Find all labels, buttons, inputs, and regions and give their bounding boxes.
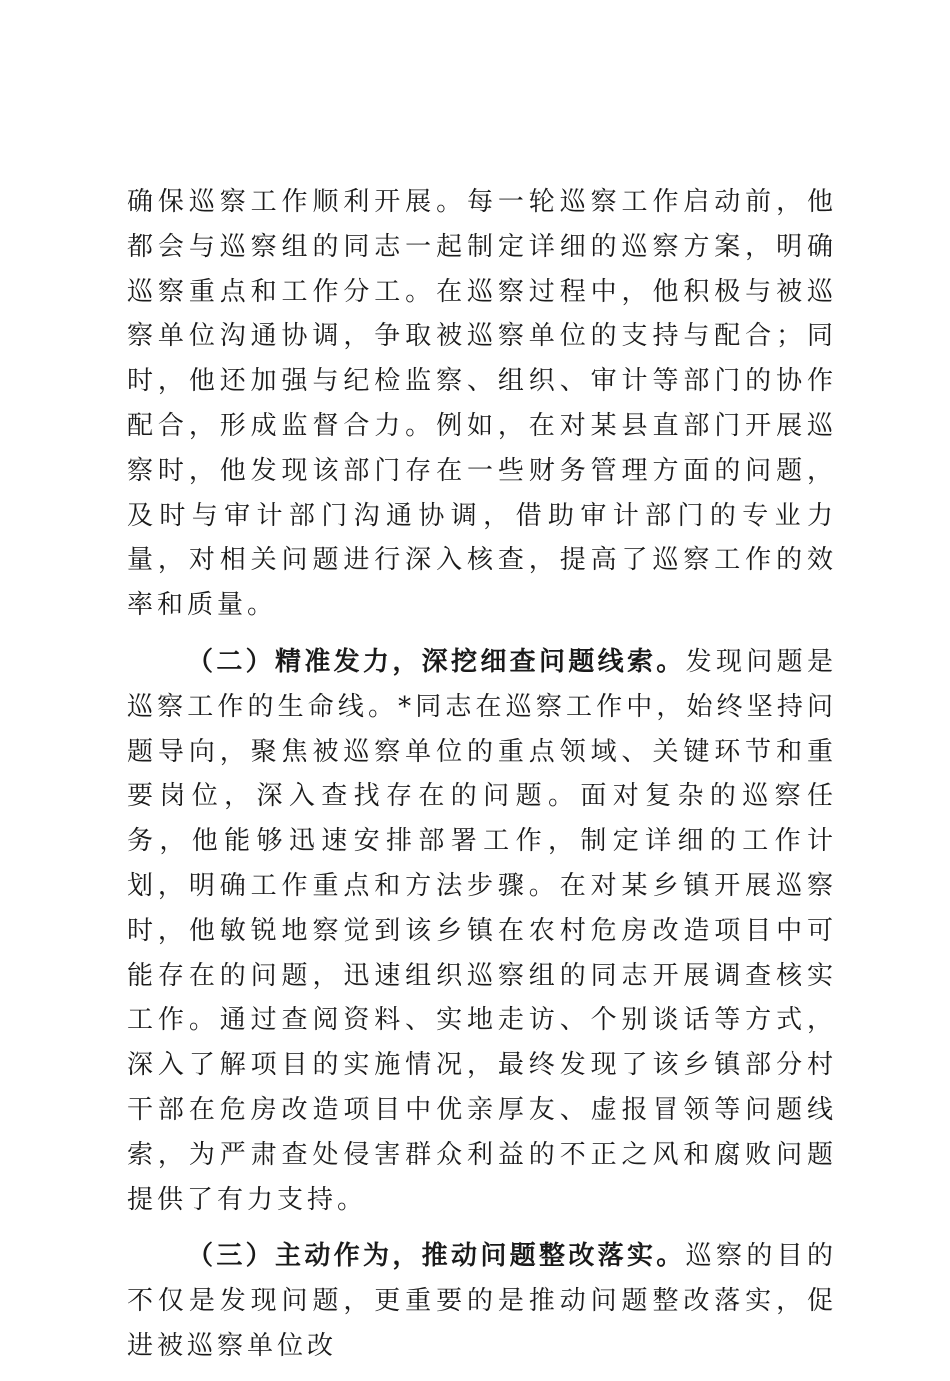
paragraph-continuation [127, 180, 837, 628]
document-body [127, 180, 837, 1381]
paragraph-section-3 [127, 1234, 837, 1368]
section-2-heading: （二）精准发力，深挖细查问题线索。 [187, 646, 686, 677]
paragraph-section-2 [127, 640, 837, 1222]
paragraph-text: 确保巡察工作顺利开展。每一轮巡察工作启动前，他都会与巡察组的同志一起制定详细的巡察方案，明确巡察重点和工作分工。在巡察过程中，他积极与被巡察单位沟通协调，争取被巡察单位的支持与配合；同时，他还加强与纪检监察、组织、审计等部门的协作配合，形成监督合力。例如，在对某县直部门开展巡察时，他发现该部门存在一些财务管理方面的问题，及时与审计部门沟通协调，借助审计部门的专业力量，对相关问题进行深入核查，提高了巡察工作的效率和质量。 [127, 187, 837, 621]
paragraph-text: 发现问题是巡察工作的生命线。*同志在巡察工作中，始终坚持问题导向，聚焦被巡察单位的重点领域、关键环节和重要岗位，深入查找存在的问题。面对复杂的巡察任务，他能够迅速安排部署工作，制定详细的工作计划，明确工作重点和方法步骤。在对某乡镇开展巡察时，他敏锐地察觉到该乡镇在农村危房改造项目中可能存在的问题，迅速组织巡察组的同志开展调查核实工作。通过查阅资料、实地走访、个别谈话等方式，深入了解项目的实施情况，最终发现了该乡镇部分村干部在危房改造项目中优亲厚友、虚报冒领等问题线索，为严肃查处侵害群众利益的不正之风和腐败问题提供了有力支持。 [127, 646, 837, 1215]
section-3-heading: （三）主动作为，推动问题整改落实。 [187, 1241, 686, 1272]
paragraph-text: 巡察的目的不仅是发现问题，更重要的是推动问题整改落实，促进被巡察单位改 [127, 1241, 837, 1361]
